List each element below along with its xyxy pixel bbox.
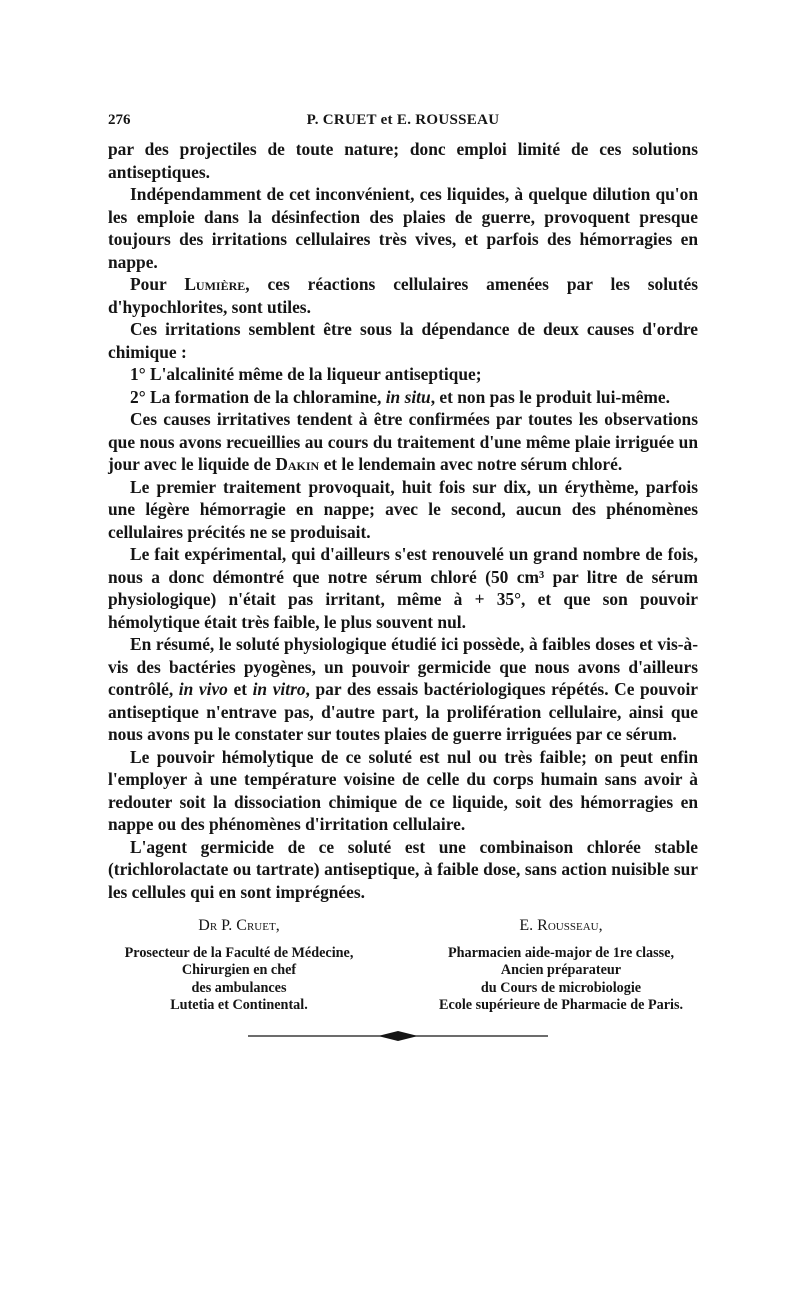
signature-line: Ancien préparateur xyxy=(500,962,622,978)
text-segment: et le lendemain avec notre sérum chloré. xyxy=(319,454,623,474)
text-segment: En résumé, le soluté physiologique étudié ici possède, à faibles doses et vis-à-vis des bactéries pyogènes, un pouvoir germicide que nous avons d'ailleurs contrôlé, xyxy=(108,634,698,699)
paragraph-1: par des projectiles de toute nature; donc emploi limité de ces solutions antiseptiques. xyxy=(108,139,698,182)
signature-line: du Cours de microbiologie xyxy=(480,979,642,996)
running-title: P. CRUET et E. ROUSSEAU xyxy=(306,112,500,128)
signature-line: Prosecteur de la Faculté de Médecine, xyxy=(124,944,354,961)
end-ornament-row xyxy=(108,1029,698,1043)
signature-line: Ecole supérieure de Pharmacie de Paris. xyxy=(438,997,684,1013)
italic-term: in vivo xyxy=(178,679,228,699)
signature-left xyxy=(98,917,380,1015)
text-segment: 2° La formation de la chloramine, xyxy=(130,386,386,407)
paragraph-8: Le premier traitement provoquait, huit fois sur dix, un érythème, parfois une légère hémorragie en nappe; avec le second, aucun des phénomènes cellulaires précités ne se produisait. xyxy=(108,476,698,542)
italic-term: in vitro xyxy=(252,679,306,699)
signature-line: Lutetia et Continental. xyxy=(170,997,308,1013)
signature-line: Pharmacien aide-major de 1re classe, xyxy=(447,944,675,961)
paragraph-2: Indépendamment de cet inconvénient, ces liquides, à quelque dilution qu'on les emploie dans la désinfection des plaies de guerre, provoquent presque toujours des irritations cellulaires très vives, et parfois des hémorragies en nappe. xyxy=(108,184,698,272)
paragraph-10 xyxy=(108,633,698,746)
end-rule-diamond-icon xyxy=(248,1029,548,1043)
paragraph-11: Le pouvoir hémolytique de ce soluté est nul ou très faible; on peut enfin l'employer à une température voisine de celle du corps humain sans avoir à redouter soit la dissociation chimique de ce liquide, soit des hémorragies en nappe ou des phénomènes d'irritation cellulaire. xyxy=(108,746,698,834)
running-head xyxy=(108,112,698,138)
text-segment: , par des essais bactériologiques répétés. Ce pouvoir antiseptique n'entrave pas, d'autre part, la prolifération cellulaire, ainsi que nous avons pu le constater sur toutes plaies de guerre irriguées par ce sérum. xyxy=(108,679,698,744)
text-segment: Pour xyxy=(130,274,185,294)
author-name-dakin: Dakin xyxy=(275,454,320,474)
signature-name-cruet: Dr P. Cruet, xyxy=(198,917,280,934)
text-segment: Ces causes irritatives tendent à être confirmées par toutes les observations que nous avons recueillies au cours du traitement d'une même plaie irriguée un jour avec le liquide de xyxy=(108,409,698,474)
signature-name-rousseau: E. Rousseau, xyxy=(519,917,603,934)
signature-line: Chirurgien en chef xyxy=(181,962,297,978)
article-body xyxy=(108,138,698,903)
paragraph-3 xyxy=(108,273,698,318)
paragraph-9: Le fait expérimental, qui d'ailleurs s'est renouvelé un grand nombre de fois, nous a donc démontré que notre sérum chloré (50 cm³ par litre de sérum physiologique) n'était pas irritant, même à + 35°, et que son pouvoir hémolytique était très faible, le plus souvent nul. xyxy=(108,544,698,632)
text-segment: , et non pas le produit lui-même. xyxy=(430,386,670,407)
paragraph-7 xyxy=(108,408,698,476)
paragraph-12: L'agent germicide de ce soluté est une combinaison chlorée stable (trichlorolactate ou tartrate) antiseptique, à faible dose, sans action nuisible sur les cellules qui en sont imprégnées. xyxy=(108,836,698,902)
italic-term: in situ xyxy=(385,386,431,407)
paragraph-5: 1° L'alcalinité même de la liqueur antiseptique; xyxy=(130,364,482,384)
signature-block xyxy=(108,917,698,1027)
page xyxy=(108,112,698,1043)
signature-line: des ambulances xyxy=(191,979,287,996)
author-name-lumiere: Lumière xyxy=(184,274,246,294)
text-segment: et xyxy=(227,679,253,699)
signature-right xyxy=(406,917,716,1015)
paragraph-6 xyxy=(108,386,698,409)
paragraph-4: Ces irritations semblent être sous la dépendance de deux causes d'ordre chimique : xyxy=(108,319,698,362)
page-number: 276 xyxy=(108,112,131,128)
text-segment: , ces réactions cellulaires amenées par les solutés d'hypochlorites, sont utiles. xyxy=(108,274,699,317)
